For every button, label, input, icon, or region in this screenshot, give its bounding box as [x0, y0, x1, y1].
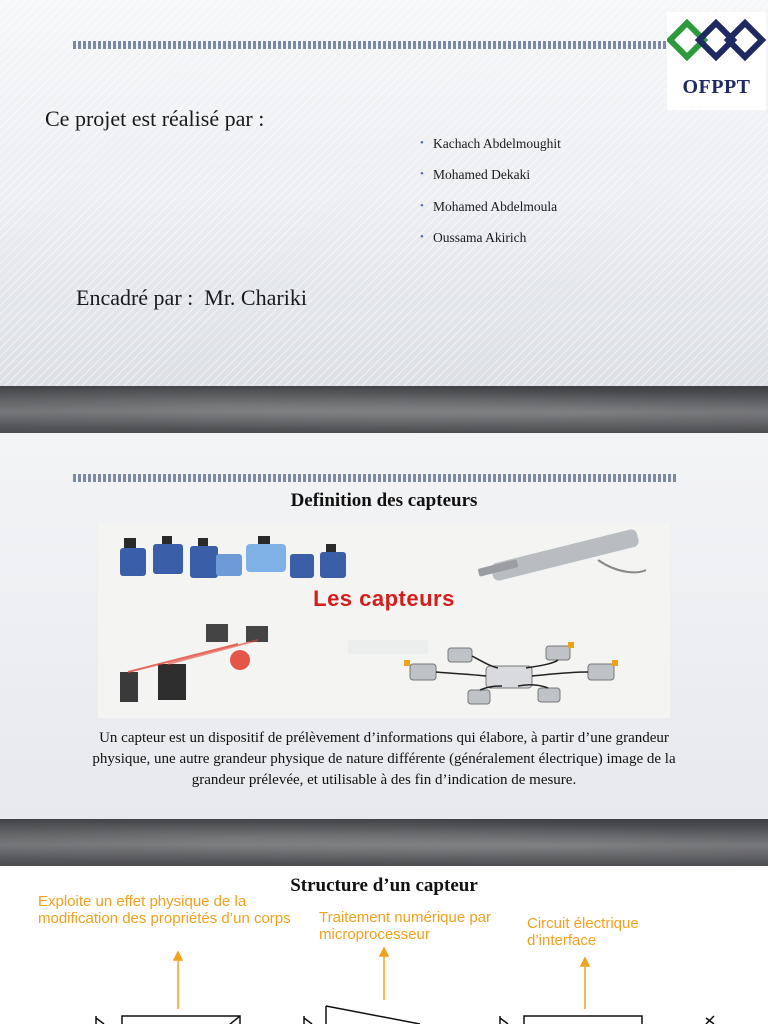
author-name: Mohamed Abdelmoula — [433, 198, 558, 214]
sensors-collage-image — [98, 524, 670, 718]
metal-band-divider — [0, 819, 768, 866]
section-title: Definition des capteurs — [290, 490, 478, 511]
section-title: Structure d’un capteur — [290, 875, 478, 896]
list-item — [420, 166, 561, 197]
author-name: Mohamed Dekaki — [433, 167, 531, 183]
supervisor-line: Encadré par : Mr. Chariki — [76, 285, 307, 310]
slide-credits — [0, 0, 768, 433]
author-name: Oussama Akirich — [433, 229, 527, 245]
bullet-icon: • — [420, 230, 424, 243]
logo-text: OFPPT — [682, 76, 751, 98]
slide-definition — [0, 433, 768, 819]
made-by-heading: Ce projet est réalisé par : — [45, 106, 265, 131]
list-item — [420, 198, 561, 229]
decorative-dash-bar — [73, 474, 677, 482]
decorative-dash-bar — [73, 41, 670, 49]
slide-sensor-structure — [0, 866, 768, 1024]
ofppt-logo — [667, 12, 766, 110]
effect-label: Exploite un effet physique de la modification des propriétés d’un corps — [38, 893, 291, 927]
processing-label: Traitement numérique par microprocesseur — [319, 909, 492, 943]
list-item — [420, 135, 561, 166]
sensors-illustration — [98, 524, 670, 718]
author-name: Kachach Abdelmoughit — [433, 136, 561, 151]
metal-band-divider — [0, 386, 768, 433]
bullet-icon: • — [420, 168, 424, 181]
circuit-label: Circuit électrique d’interface — [527, 915, 639, 949]
bullet-icon: • — [420, 199, 424, 212]
list-item — [420, 229, 561, 260]
ofppt-logo-icon — [667, 18, 766, 74]
bullet-icon: • — [420, 137, 424, 149]
definition-paragraph: Un capteur est un dispositif de prélèvement d’informations qui élabore, à partir d’une grandeur physique, une autre grandeur physique de nature différente (généralement électrique) image de la grandeur prélevée, et utilisable à des fin d’indication de mesure. — [92, 730, 676, 788]
image-caption: Les capteurs — [313, 586, 455, 611]
author-list — [420, 135, 561, 260]
